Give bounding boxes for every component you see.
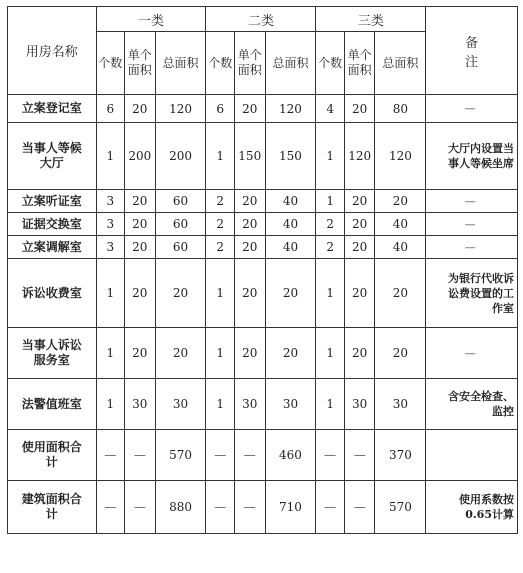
note-cell: — bbox=[426, 213, 518, 236]
note-cell: — bbox=[426, 236, 518, 259]
header-note: 备注 bbox=[426, 7, 518, 95]
value-cell: 20 bbox=[234, 190, 265, 213]
table-row bbox=[8, 213, 518, 236]
room-name-cell: 法警值班室 bbox=[8, 379, 97, 430]
value-cell: 3 bbox=[96, 213, 125, 236]
room-name-cell: 立案调解室 bbox=[8, 236, 97, 259]
value-cell: 20 bbox=[234, 213, 265, 236]
value-cell: 40 bbox=[265, 190, 316, 213]
value-cell: 200 bbox=[125, 123, 156, 190]
value-cell: 60 bbox=[155, 213, 206, 236]
value-cell: 710 bbox=[265, 481, 316, 534]
value-cell: 40 bbox=[375, 236, 426, 259]
header-unit-area: 单个面积 bbox=[234, 32, 265, 95]
value-cell: 6 bbox=[96, 95, 125, 123]
table-row bbox=[8, 259, 518, 328]
value-cell: 880 bbox=[155, 481, 206, 534]
value-cell: 30 bbox=[375, 379, 426, 430]
value-cell: 150 bbox=[265, 123, 316, 190]
header-total-area: 总面积 bbox=[265, 32, 316, 95]
header-group-3: 三类 bbox=[316, 7, 426, 32]
value-cell: 120 bbox=[344, 123, 375, 190]
value-cell: — bbox=[125, 430, 156, 481]
value-cell: 20 bbox=[375, 328, 426, 379]
value-cell: — bbox=[96, 481, 125, 534]
value-cell: 1 bbox=[206, 123, 235, 190]
value-cell: 1 bbox=[206, 259, 235, 328]
value-cell: — bbox=[206, 430, 235, 481]
table-row bbox=[8, 430, 518, 481]
value-cell: 20 bbox=[155, 328, 206, 379]
header-unit-area: 单个面积 bbox=[125, 32, 156, 95]
value-cell: 20 bbox=[344, 213, 375, 236]
value-cell: 6 bbox=[206, 95, 235, 123]
note-cell: 含安全检查、监控 bbox=[426, 379, 518, 430]
value-cell: — bbox=[234, 430, 265, 481]
value-cell: 20 bbox=[344, 190, 375, 213]
value-cell: 370 bbox=[375, 430, 426, 481]
value-cell: 40 bbox=[375, 213, 426, 236]
room-name-cell: 诉讼收费室 bbox=[8, 259, 97, 328]
value-cell: 150 bbox=[234, 123, 265, 190]
header-group-1: 一类 bbox=[96, 7, 206, 32]
note-cell bbox=[426, 430, 518, 481]
value-cell: 20 bbox=[155, 259, 206, 328]
value-cell: — bbox=[96, 430, 125, 481]
value-cell: 20 bbox=[234, 259, 265, 328]
header-total-area: 总面积 bbox=[155, 32, 206, 95]
value-cell: — bbox=[344, 481, 375, 534]
table-row bbox=[8, 328, 518, 379]
header-group-2: 二类 bbox=[206, 7, 316, 32]
value-cell: 20 bbox=[234, 95, 265, 123]
header-unit-area: 单个面积 bbox=[344, 32, 375, 95]
value-cell: 20 bbox=[125, 328, 156, 379]
value-cell: 30 bbox=[155, 379, 206, 430]
value-cell: 2 bbox=[206, 236, 235, 259]
header-count: 个数 bbox=[96, 32, 125, 95]
value-cell: 4 bbox=[316, 95, 345, 123]
value-cell: 1 bbox=[316, 190, 345, 213]
value-cell: 570 bbox=[375, 481, 426, 534]
value-cell: 20 bbox=[344, 328, 375, 379]
value-cell: 1 bbox=[96, 328, 125, 379]
value-cell: 20 bbox=[234, 236, 265, 259]
note-cell: 为银行代收诉讼费设置的工作室 bbox=[426, 259, 518, 328]
value-cell: — bbox=[344, 430, 375, 481]
value-cell: — bbox=[234, 481, 265, 534]
value-cell: 20 bbox=[344, 259, 375, 328]
room-name-cell: 证据交换室 bbox=[8, 213, 97, 236]
value-cell: 30 bbox=[344, 379, 375, 430]
note-cell: 大厅内设置当事人等候坐席 bbox=[426, 123, 518, 190]
room-name-cell: 当事人诉讼服务室 bbox=[8, 328, 97, 379]
value-cell: 20 bbox=[375, 259, 426, 328]
room-name-cell: 使用面积合计 bbox=[8, 430, 97, 481]
table-row bbox=[8, 379, 518, 430]
value-cell: 1 bbox=[96, 379, 125, 430]
value-cell: 30 bbox=[234, 379, 265, 430]
room-area-table bbox=[7, 6, 518, 534]
value-cell: 460 bbox=[265, 430, 316, 481]
value-cell: 20 bbox=[125, 259, 156, 328]
room-name-cell: 建筑面积合计 bbox=[8, 481, 97, 534]
value-cell: 20 bbox=[265, 328, 316, 379]
value-cell: 30 bbox=[125, 379, 156, 430]
value-cell: 1 bbox=[206, 379, 235, 430]
table-row bbox=[8, 236, 518, 259]
value-cell: — bbox=[206, 481, 235, 534]
note-cell: — bbox=[426, 190, 518, 213]
table-row bbox=[8, 481, 518, 534]
note-cell: — bbox=[426, 328, 518, 379]
value-cell: 40 bbox=[265, 236, 316, 259]
value-cell: 30 bbox=[265, 379, 316, 430]
table-row bbox=[8, 95, 518, 123]
value-cell: 20 bbox=[344, 95, 375, 123]
value-cell: — bbox=[125, 481, 156, 534]
value-cell: — bbox=[316, 481, 345, 534]
value-cell: 1 bbox=[96, 259, 125, 328]
table-row bbox=[8, 123, 518, 190]
value-cell: 20 bbox=[125, 213, 156, 236]
room-name-cell: 当事人等候大厅 bbox=[8, 123, 97, 190]
value-cell: 60 bbox=[155, 190, 206, 213]
value-cell: 20 bbox=[265, 259, 316, 328]
note-cell: 使用系数按0.65计算 bbox=[426, 481, 518, 534]
value-cell: 2 bbox=[206, 190, 235, 213]
value-cell: 80 bbox=[375, 95, 426, 123]
value-cell: 3 bbox=[96, 190, 125, 213]
value-cell: 120 bbox=[375, 123, 426, 190]
value-cell: 1 bbox=[206, 328, 235, 379]
value-cell: 120 bbox=[155, 95, 206, 123]
value-cell: 1 bbox=[316, 259, 345, 328]
value-cell: 20 bbox=[375, 190, 426, 213]
value-cell: 200 bbox=[155, 123, 206, 190]
value-cell: 1 bbox=[316, 123, 345, 190]
header-room-name: 用房名称 bbox=[8, 7, 97, 95]
value-cell: 20 bbox=[125, 236, 156, 259]
value-cell: — bbox=[316, 430, 345, 481]
value-cell: 1 bbox=[96, 123, 125, 190]
table-row bbox=[8, 190, 518, 213]
value-cell: 2 bbox=[316, 236, 345, 259]
value-cell: 20 bbox=[344, 236, 375, 259]
value-cell: 20 bbox=[125, 190, 156, 213]
value-cell: 20 bbox=[234, 328, 265, 379]
room-name-cell: 立案登记室 bbox=[8, 95, 97, 123]
value-cell: 40 bbox=[265, 213, 316, 236]
note-cell: — bbox=[426, 95, 518, 123]
value-cell: 2 bbox=[316, 213, 345, 236]
value-cell: 570 bbox=[155, 430, 206, 481]
value-cell: 20 bbox=[125, 95, 156, 123]
room-name-cell: 立案听证室 bbox=[8, 190, 97, 213]
value-cell: 3 bbox=[96, 236, 125, 259]
value-cell: 120 bbox=[265, 95, 316, 123]
value-cell: 1 bbox=[316, 328, 345, 379]
header-count: 个数 bbox=[206, 32, 235, 95]
value-cell: 60 bbox=[155, 236, 206, 259]
header-count: 个数 bbox=[316, 32, 345, 95]
header-total-area: 总面积 bbox=[375, 32, 426, 95]
value-cell: 2 bbox=[206, 213, 235, 236]
value-cell: 1 bbox=[316, 379, 345, 430]
